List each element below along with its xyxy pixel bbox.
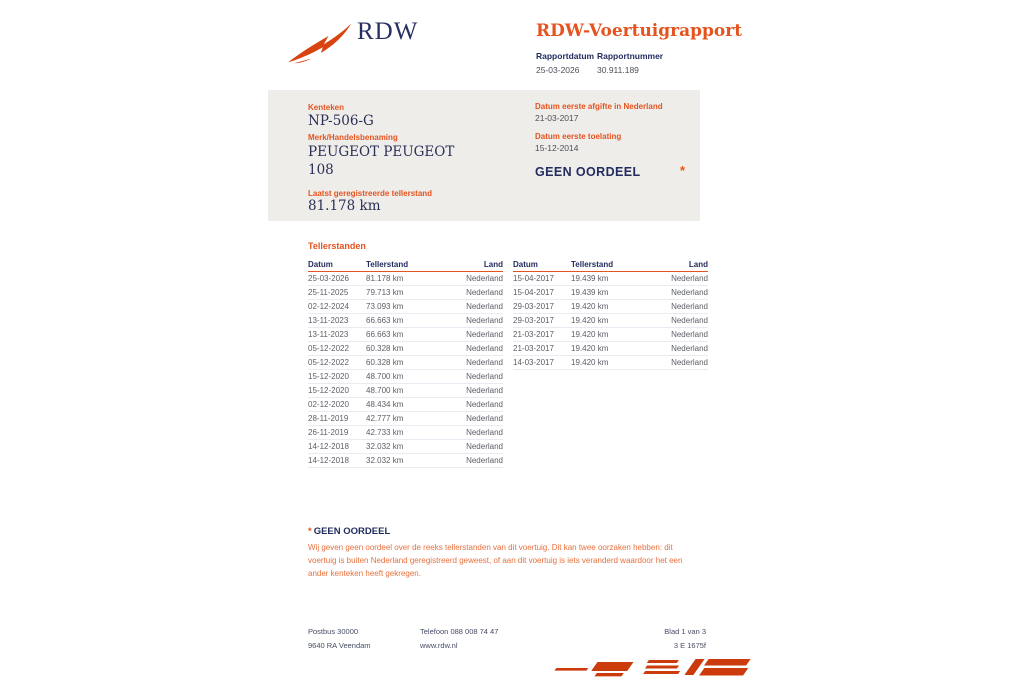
rdw-wing-logo-icon — [286, 20, 354, 65]
table-row — [308, 342, 503, 356]
cell-land: Nederland — [466, 400, 503, 409]
cell-tellerstand: 42.777 km — [366, 414, 404, 423]
table-row — [308, 398, 503, 412]
cell-land: Nederland — [671, 358, 708, 367]
cell-datum: 13-11-2023 — [308, 330, 349, 339]
document-title: RDW-Voertuigrapport — [536, 21, 743, 41]
cell-land: Nederland — [466, 414, 503, 423]
vehicle-summary-box — [268, 90, 700, 221]
cell-tellerstand: 73.093 km — [366, 302, 404, 311]
toelating-label: Datum eerste toelating — [535, 132, 622, 141]
cell-tellerstand: 60.328 km — [366, 358, 404, 367]
cell-land: Nederland — [466, 442, 503, 451]
footer-pageinfo — [600, 625, 706, 652]
table-row — [308, 328, 503, 342]
table-row — [308, 384, 503, 398]
cell-tellerstand: 60.328 km — [366, 344, 404, 353]
cell-land: Nederland — [466, 372, 503, 381]
footnote-block — [308, 526, 688, 580]
table-row — [513, 356, 708, 370]
footnote-text: Wij geven geen oordeel over de reeks tellerstanden van dit voertuig. Dit kan twee oorzaken hebben: dit voertuig is buiten Nederland geregistreerd geweest, of aan dit voertuig is iets veranderd waardoor het een ander kenteken heeft gekregen. — [308, 543, 683, 578]
cell-datum: 28-11-2019 — [308, 414, 349, 423]
table-row — [308, 440, 503, 454]
cell-land: Nederland — [466, 428, 503, 437]
cell-tellerstand: 19.420 km — [571, 316, 609, 325]
cell-datum: 02-12-2020 — [308, 400, 349, 409]
table-row — [308, 454, 503, 468]
footnote-title — [308, 526, 688, 537]
tellerstanden-section-title: Tellerstanden — [308, 241, 366, 251]
cell-datum: 15-04-2017 — [513, 288, 554, 297]
cell-land: Nederland — [671, 316, 708, 325]
footer-website: www.rdw.nl — [420, 640, 458, 650]
cell-tellerstand: 81.178 km — [366, 274, 404, 283]
col-header-land: Land — [483, 260, 503, 269]
cell-land: Nederland — [466, 330, 503, 339]
afgifte-label: Datum eerste afgifte in Nederland — [535, 102, 663, 111]
cell-land: Nederland — [671, 302, 708, 311]
table-header-row — [308, 256, 503, 272]
cell-tellerstand: 19.420 km — [571, 358, 609, 367]
table-row — [308, 272, 503, 286]
report-meta — [536, 51, 663, 75]
col-header-land: Land — [688, 260, 708, 269]
cell-datum: 14-03-2017 — [513, 358, 554, 367]
oordeel-asterisk: * — [680, 163, 686, 178]
cell-land: Nederland — [671, 288, 708, 297]
cell-tellerstand: 48.700 km — [366, 386, 404, 395]
footer-address-line1: Postbus 30000 — [308, 627, 359, 636]
col-header-tellerstand: Tellerstand — [366, 260, 409, 269]
cell-tellerstand: 19.420 km — [571, 302, 609, 311]
cell-land: Nederland — [466, 274, 503, 283]
table-row — [308, 314, 503, 328]
cell-datum: 14-12-2018 — [308, 442, 349, 451]
cell-land: Nederland — [466, 302, 503, 311]
cell-tellerstand: 19.420 km — [571, 344, 609, 353]
cell-datum: 15-12-2020 — [308, 372, 349, 381]
report-number-block — [597, 51, 663, 75]
cell-land: Nederland — [466, 456, 503, 465]
table-row — [513, 300, 708, 314]
cell-land: Nederland — [466, 288, 503, 297]
cell-tellerstand: 42.733 km — [366, 428, 404, 437]
footer-contact — [420, 625, 498, 652]
table-row — [513, 342, 708, 356]
cell-datum: 02-12-2024 — [308, 302, 349, 311]
table-row — [513, 272, 708, 286]
col-header-datum: Datum — [308, 260, 333, 269]
report-date-label: Rapportdatum — [536, 51, 595, 61]
table-row — [308, 286, 503, 300]
footer-page-number: Blad 1 van 3 — [664, 627, 706, 636]
cell-datum: 25-11-2025 — [308, 288, 349, 297]
table-row — [513, 328, 708, 342]
cell-tellerstand: 66.663 km — [366, 316, 404, 325]
report-date-block — [536, 51, 597, 75]
table-row — [513, 286, 708, 300]
footer-form-code: 3 E 1675f — [673, 640, 706, 650]
cell-land: Nederland — [466, 344, 503, 353]
cell-datum: 29-03-2017 — [513, 302, 554, 311]
table-row — [308, 300, 503, 314]
table-row — [308, 426, 503, 440]
cell-datum: 14-12-2018 — [308, 456, 349, 465]
table-header-row — [513, 256, 708, 272]
kenteken-value: NP-506-G — [308, 113, 374, 129]
rdw-speedlines-graphic-icon — [538, 657, 758, 683]
report-number-label: Rapportnummer — [597, 51, 664, 61]
cell-tellerstand: 32.032 km — [366, 442, 404, 451]
oordeel-status: GEEN OORDEEL — [535, 165, 641, 179]
cell-land: Nederland — [671, 344, 708, 353]
table-row — [308, 370, 503, 384]
cell-land: Nederland — [671, 274, 708, 283]
cell-datum: 25-03-2026 — [308, 274, 349, 283]
col-header-datum: Datum — [513, 260, 538, 269]
tellerstand-label: Laatst geregistreerde tellerstand — [308, 189, 433, 198]
report-number-value: 30.911.189 — [597, 65, 639, 75]
merk-label: Merk/Handelsbenaming — [308, 133, 398, 142]
cell-datum: 21-03-2017 — [513, 330, 554, 339]
table-row — [308, 356, 503, 370]
tellerstand-value: 81.178 km — [308, 198, 381, 214]
cell-tellerstand: 48.700 km — [366, 372, 404, 381]
kenteken-label: Kenteken — [308, 103, 345, 112]
cell-land: Nederland — [671, 330, 708, 339]
footer-phone: Telefoon 088 008 74 47 — [420, 627, 499, 636]
cell-tellerstand: 48.434 km — [366, 400, 404, 409]
cell-datum: 29-03-2017 — [513, 316, 554, 325]
cell-datum: 15-12-2020 — [308, 386, 349, 395]
cell-tellerstand: 19.439 km — [571, 288, 609, 297]
odometer-table-right — [513, 256, 708, 370]
table-row — [513, 314, 708, 328]
footnote-asterisk: * — [308, 526, 312, 537]
afgifte-value: 21-03-2017 — [535, 113, 579, 123]
rdw-logo-text: RDW — [357, 18, 419, 45]
cell-datum: 26-11-2019 — [308, 428, 349, 437]
cell-tellerstand: 19.420 km — [571, 330, 609, 339]
col-header-tellerstand: Tellerstand — [571, 260, 614, 269]
report-date-value: 25-03-2026 — [536, 65, 580, 75]
cell-datum: 15-04-2017 — [513, 274, 554, 283]
footer-address — [308, 625, 371, 652]
cell-datum: 21-03-2017 — [513, 344, 554, 353]
cell-land: Nederland — [466, 358, 503, 367]
footer-address-line2: 9640 RA Veendam — [308, 640, 371, 650]
cell-datum: 13-11-2023 — [308, 316, 349, 325]
cell-datum: 05-12-2022 — [308, 358, 349, 367]
cell-tellerstand: 19.439 km — [571, 274, 609, 283]
cell-tellerstand: 66.663 km — [366, 330, 404, 339]
toelating-value: 15-12-2014 — [535, 143, 579, 153]
cell-datum: 05-12-2022 — [308, 344, 349, 353]
cell-land: Nederland — [466, 316, 503, 325]
merk-value: PEUGEOT PEUGEOT 108 — [308, 144, 455, 178]
cell-tellerstand: 79.713 km — [366, 288, 404, 297]
cell-tellerstand: 32.032 km — [366, 456, 404, 465]
footnote-title-text: GEEN OORDEEL — [313, 526, 391, 537]
cell-land: Nederland — [466, 386, 503, 395]
odometer-table-left — [308, 256, 503, 468]
table-row — [308, 412, 503, 426]
